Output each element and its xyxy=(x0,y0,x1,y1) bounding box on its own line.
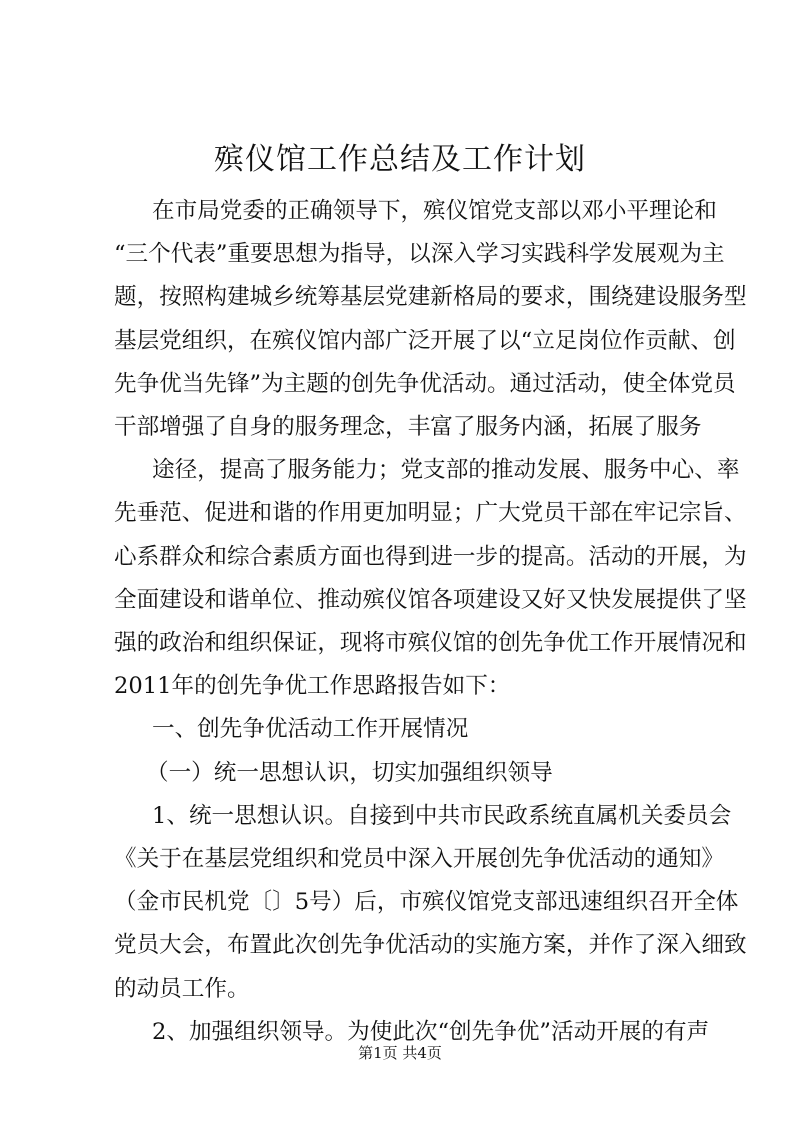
text-line-3: 题，按照构建城乡统筹基层党建新格局的要求，围绕建设服务型 xyxy=(114,284,747,311)
text-line-5: 先争优当先锋”为主题的创先争优活动。通过活动，使全体党员 xyxy=(114,370,736,397)
subsection-heading-1: （一）统一思想认识，切实加强组织领导 xyxy=(146,759,553,786)
text-line-1: 在市局党委的正确领导下，殡仪馆党支部以邓小平理论和 xyxy=(152,198,717,224)
text-line-20: 2、加强组织领导。为使此次“创先争优”活动开展的有声 xyxy=(152,1018,710,1045)
text-line-4: 基层党组织，在殡仪馆内部广泛开展了以“立足岗位作贡献、创 xyxy=(114,327,736,354)
text-line-7: 途径，提高了服务能力；党支部的推动发展、服务中心、率 xyxy=(152,457,740,484)
text-line-15: 1、统一思想认识。自接到中共市民政系统直属机关委员会 xyxy=(152,802,732,829)
text-line-18: 党员大会，布置此次创先争优活动的实施方案，并作了深入细致 xyxy=(114,932,747,959)
text-line-12: 2011年的创先争优工作思路报告如下： xyxy=(114,673,511,700)
text-line-2: “三个代表”重要思想为指导，以深入学习实践科学发展观为主 xyxy=(114,241,725,268)
text-line-16: 《关于在基层党组织和党员中深入开展创先争优活动的通知》 xyxy=(114,846,725,872)
text-line-6: 干部增强了自身的服务理念，丰富了服务内涵，拓展了服务 xyxy=(114,414,702,440)
text-line-11: 强的政治和组织保证，现将市殡仪馆的创先争优工作开展情况和 xyxy=(114,630,747,656)
text-line-9: 心系群众和综合素质方面也得到进一步的提高。活动的开展，为 xyxy=(114,543,747,570)
page-number: 第1页 共4页 xyxy=(358,1044,442,1062)
text-line-10: 全面建设和谐单位、推动殡仪馆各项建设又好又快发展提供了坚 xyxy=(114,586,747,613)
text-line-17: （金市民机党〔〕5号）后，市殡仪馆党支部迅速组织召开全体 xyxy=(114,889,739,916)
text-line-8: 先垂范、促进和谐的作用更加明显；广大党员干部在牢记宗旨、 xyxy=(114,500,747,527)
page-title: 殡仪馆工作总结及工作计划 xyxy=(214,142,586,177)
section-heading-1: 一、创先争优活动工作开展情况 xyxy=(152,716,469,743)
text-line-19: 的动员工作。 xyxy=(114,975,250,1002)
